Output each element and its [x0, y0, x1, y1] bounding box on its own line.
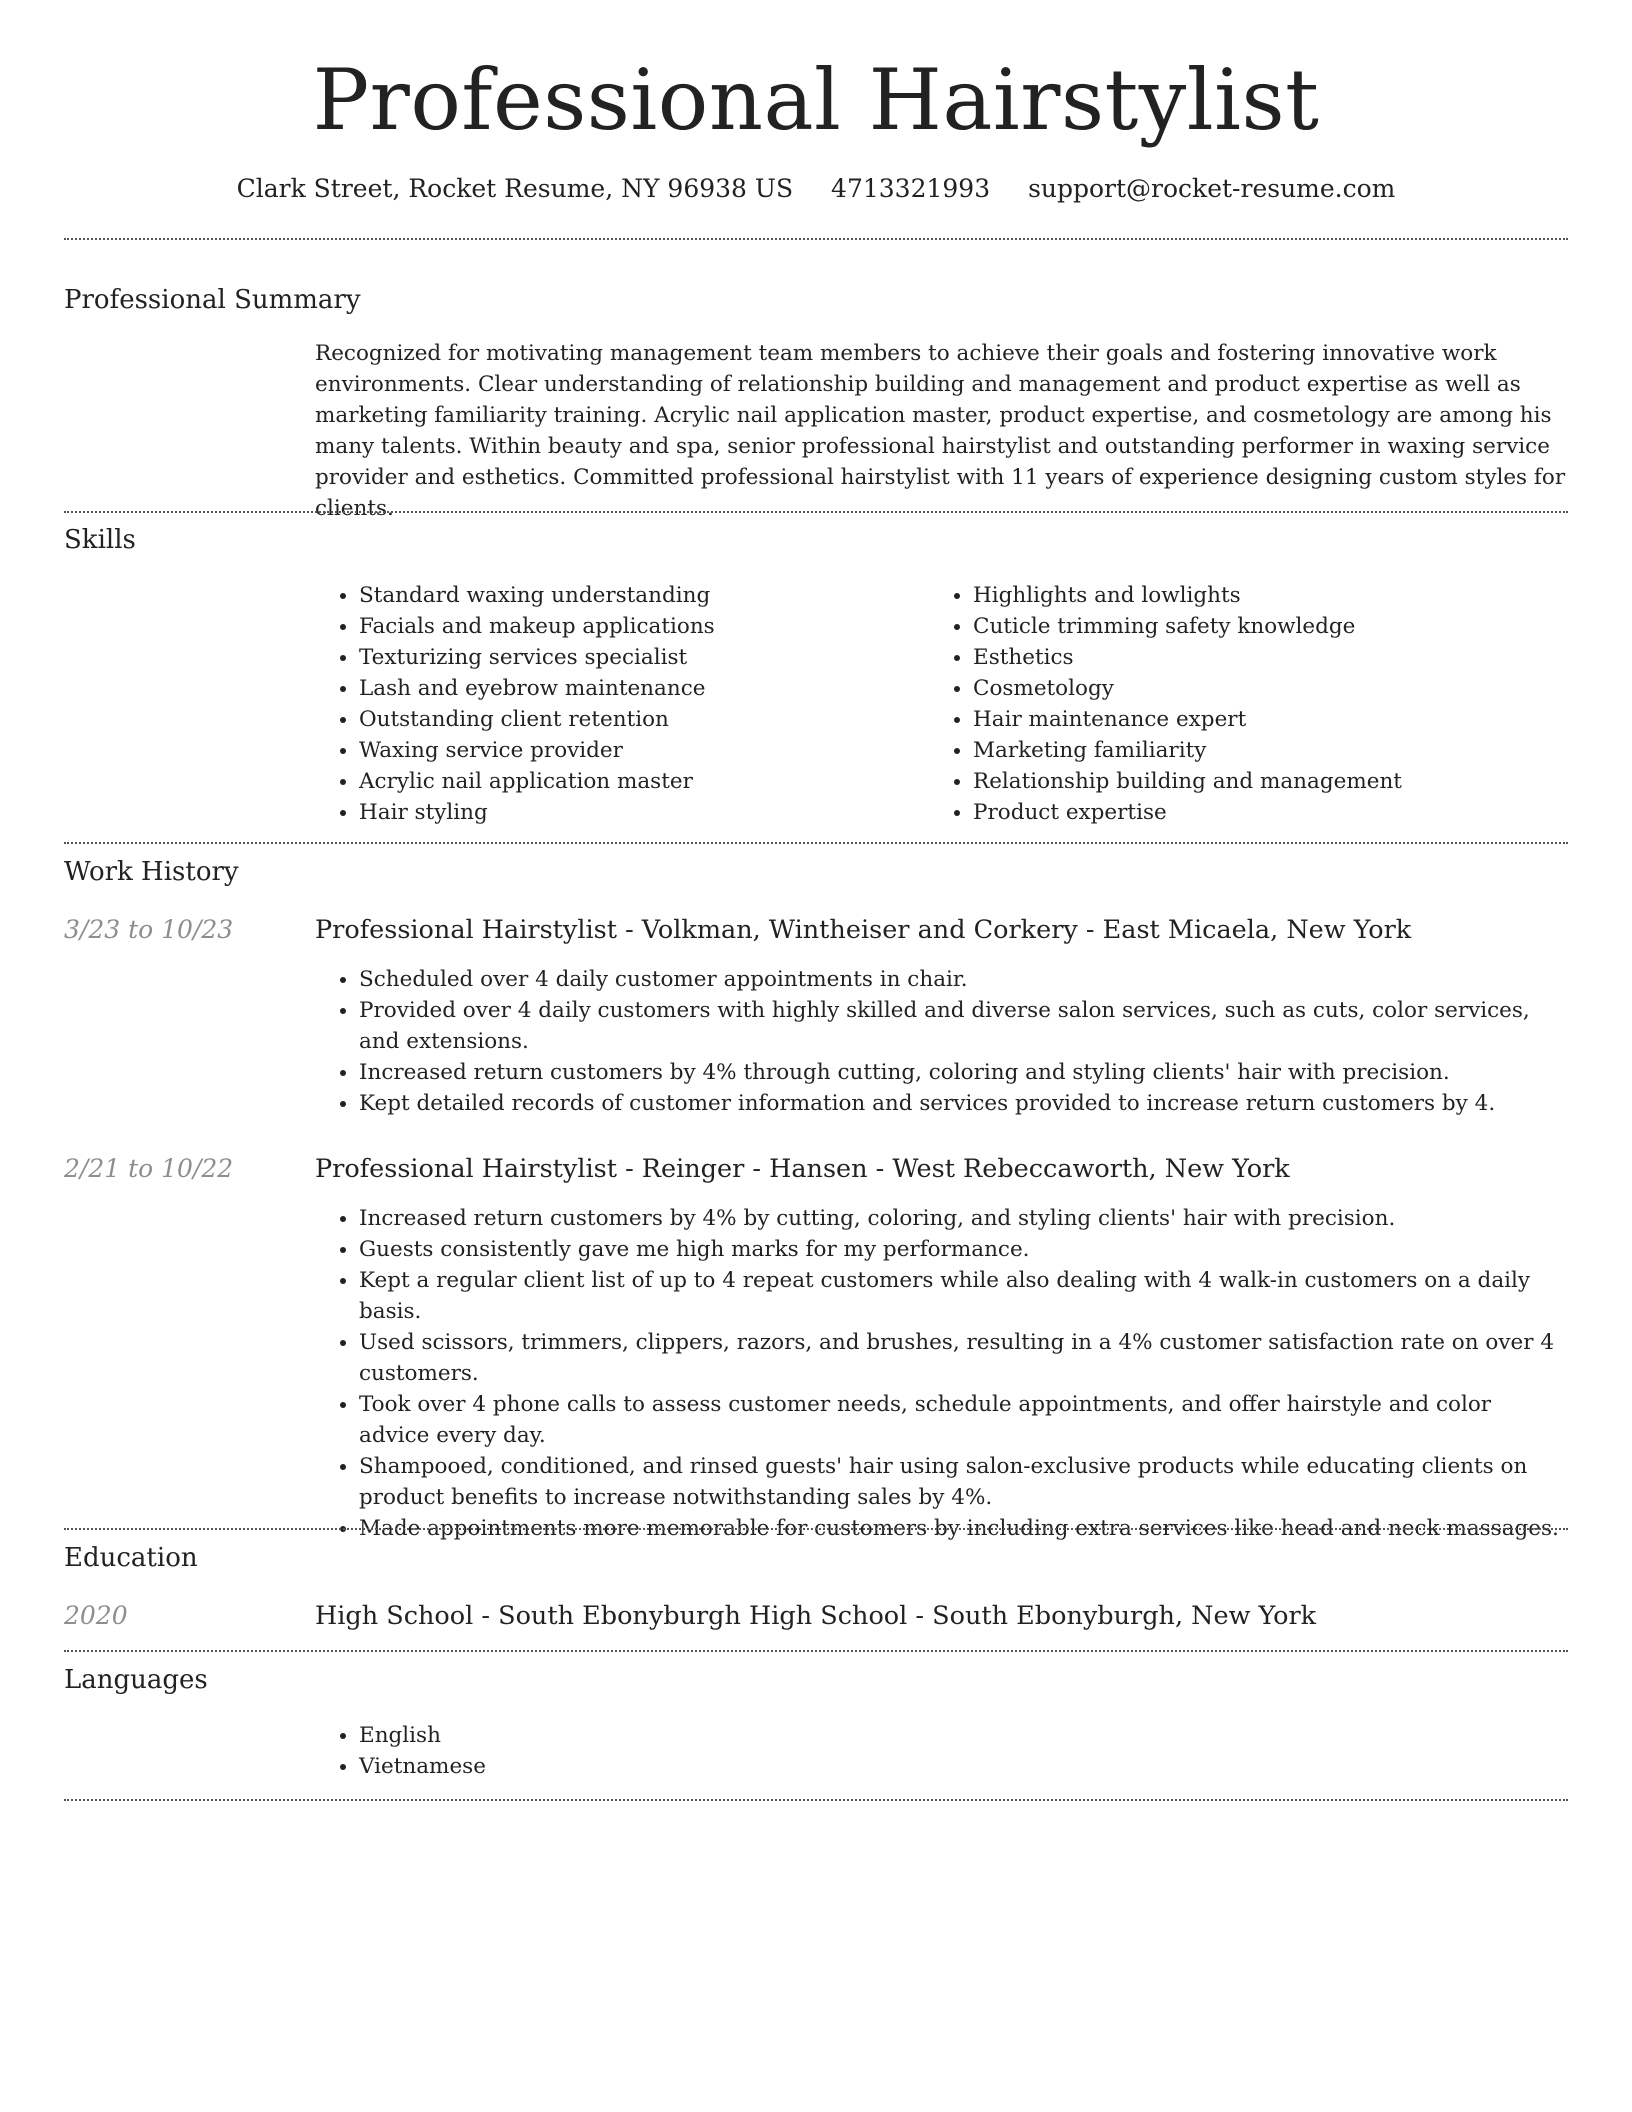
job-bullet: • Scheduled over 4 daily customer appointments in chair. [359, 964, 1568, 995]
skill-item: • Hair styling [359, 797, 915, 828]
skill-item: • Cuticle trimming safety knowledge [973, 611, 1529, 642]
job-bullet: • Increased return customers by 4% by cutting, coloring, and styling clients' hair with precision. [359, 1203, 1568, 1234]
skill-item: • Highlights and lowlights [973, 580, 1529, 611]
skill-item: • Waxing service provider [359, 735, 915, 766]
skill-item: • Lash and eyebrow maintenance [359, 673, 915, 704]
summary-text: Recognized for motivating management team members to achieve their goals and fostering innovative work environments. Clear understanding of relationship building and management and product expertise as well as marketing familiarity training. Acrylic nail application master, product expertise, and cosmetology are among his many talents. Within beauty and spa, senior professional hairstylist and outstanding performer in waxing service provider and esthetics. Committed professional hairstylist with 11 years of experience designing custom styles for clients. [315, 341, 1566, 521]
job-dates: 2/21 to 10/22 [64, 1154, 234, 1183]
job-bullet: • Took over 4 phone calls to assess customer needs, schedule appointments, and offer hairstyle and color advice every day. [359, 1389, 1568, 1451]
section-divider [64, 511, 1568, 513]
skill-item: • Marketing familiarity [973, 735, 1529, 766]
education-year: 2020 [64, 1601, 128, 1630]
job-bullet: • Shampooed, conditioned, and rinsed guests' hair using salon-exclusive products while educating clients on product benefits to increase notwithstanding sales by 4%. [359, 1451, 1568, 1513]
skill-item: • Hair maintenance expert [973, 704, 1529, 735]
job-bullets [315, 964, 1568, 1119]
language-item: • English [359, 1720, 1568, 1751]
skill-item: • Acrylic nail application master [359, 766, 915, 797]
candidate-name: Professional Hairstylist [312, 51, 1320, 149]
section-title-education: Education [64, 1543, 198, 1573]
education-entry: High School - South Ebonyburgh High School - South Ebonyburgh, New York [315, 1601, 1317, 1631]
job-bullet: • Increased return customers by 4% through cutting, coloring and styling clients' hair with precision. [359, 1057, 1568, 1088]
skills-column-right [929, 580, 1529, 828]
job-bullet: • Kept detailed records of customer information and services provided to increase return customers by 4. [359, 1088, 1568, 1119]
skill-item: • Texturizing services specialist [359, 642, 915, 673]
contact-line [64, 171, 1568, 207]
job-dates: 3/23 to 10/23 [64, 915, 234, 944]
skill-item: • Standard waxing understanding [359, 580, 915, 611]
job-title: Professional Hairstylist - Reinger - Hansen - West Rebeccaworth, New York [315, 1154, 1290, 1184]
section-title-work: Work History [64, 857, 239, 887]
job-title: Professional Hairstylist - Volkman, Wintheiser and Corkery - East Micaela, New York [315, 915, 1412, 945]
section-divider [64, 238, 1568, 240]
contact-address: Clark Street, Rocket Resume, NY 96938 US [236, 174, 794, 203]
section-divider [64, 842, 1568, 844]
section-title-skills: Skills [64, 525, 136, 555]
section-title-summary: Professional Summary [64, 285, 361, 315]
section-divider [64, 1799, 1568, 1801]
language-item: • Vietnamese [359, 1751, 1568, 1782]
skills-grid [315, 580, 1568, 830]
skill-item: • Outstanding client retention [359, 704, 915, 735]
job-bullet: • Guests consistently gave me high marks for my performance. [359, 1234, 1568, 1265]
languages-list [315, 1720, 1568, 1782]
job-bullet: • Used scissors, trimmers, clippers, razors, and brushes, resulting in a 4% customer satisfaction rate on over 4 customers. [359, 1327, 1568, 1389]
contact-email: support@rocket-resume.com [1028, 174, 1396, 203]
job-bullet: • Made appointments more memorable for customers by including extra services like head and neck massages. [359, 1513, 1568, 1544]
skill-item: • Product expertise [973, 797, 1529, 828]
contact-phone: 4713321993 [831, 174, 991, 203]
skills-column-left [315, 580, 915, 828]
job-bullets [315, 1203, 1568, 1544]
section-divider [64, 1528, 1568, 1530]
section-divider [64, 1650, 1568, 1652]
job-bullet: • Provided over 4 daily customers with highly skilled and diverse salon services, such as cuts, color services, and extensions. [359, 995, 1568, 1057]
job-bullet: • Kept a regular client list of up to 4 repeat customers while also dealing with 4 walk-in customers on a daily basis. [359, 1265, 1568, 1327]
skill-item: • Esthetics [973, 642, 1529, 673]
skill-item: • Cosmetology [973, 673, 1529, 704]
skill-item: • Facials and makeup applications [359, 611, 915, 642]
section-title-languages: Languages [64, 1665, 208, 1695]
skill-item: • Relationship building and management [973, 766, 1529, 797]
